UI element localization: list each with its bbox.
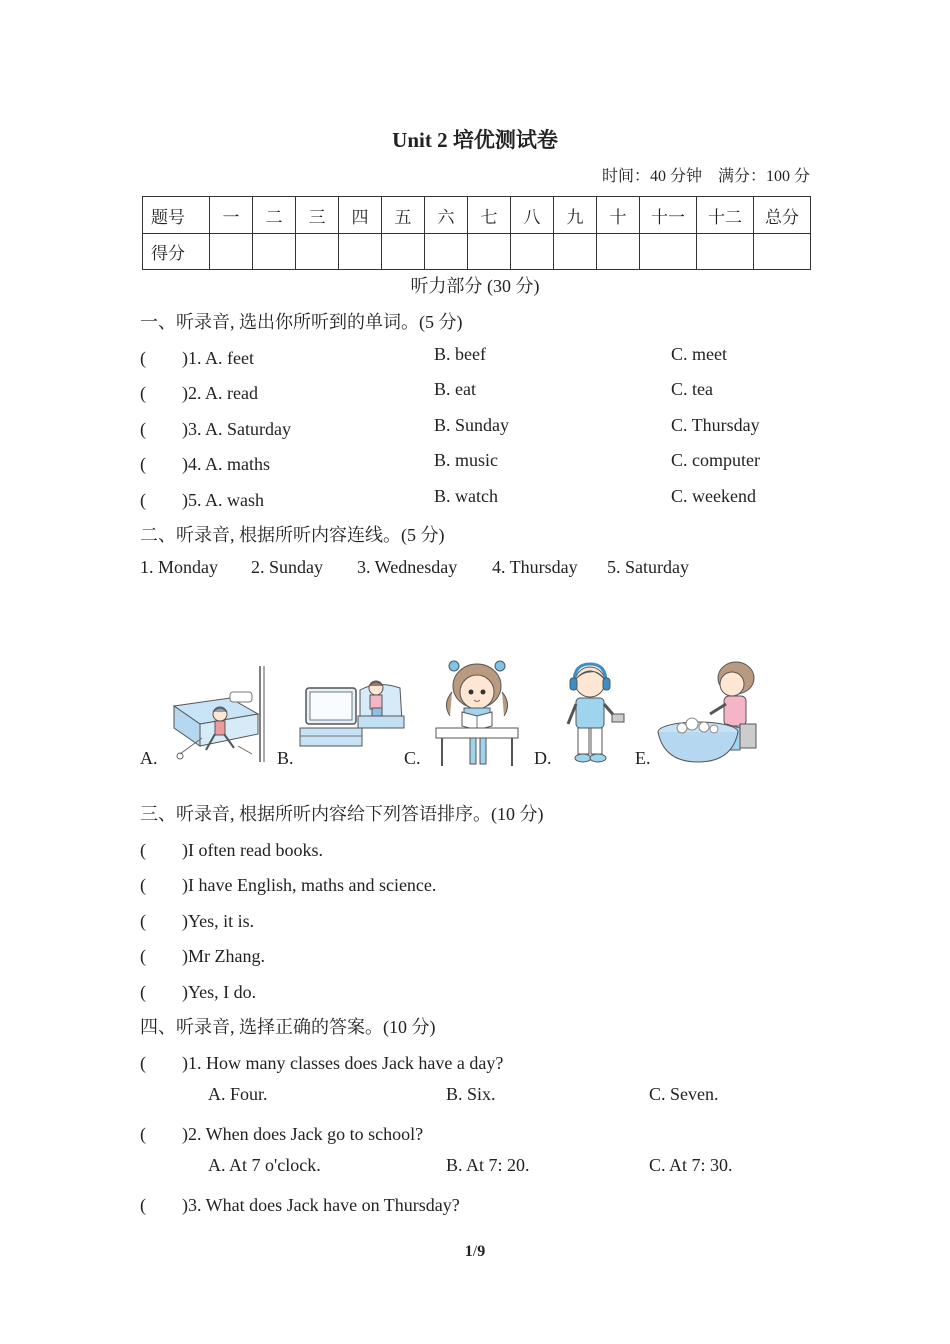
picture-label-a: A.	[140, 748, 158, 768]
score-cell[interactable]	[382, 234, 425, 270]
score-cell[interactable]	[754, 234, 811, 270]
score-table-score-row	[143, 234, 811, 270]
header-cell: 五	[382, 197, 425, 234]
score-cell[interactable]	[597, 234, 640, 270]
score-table	[142, 196, 811, 270]
page-separator: /	[472, 1243, 478, 1260]
total-pages: 9	[477, 1243, 486, 1260]
header-cell: 一	[210, 197, 253, 234]
header-cell: 十二	[697, 197, 754, 234]
s1-q5-option-b: B. watch	[434, 486, 498, 506]
s1-q2-option-b: B. eat	[434, 379, 476, 399]
time-limit: 时间：40 分钟	[601, 168, 702, 185]
s1-q1-option-c: C. meet	[671, 344, 727, 364]
s1-q2-stem: ( )2. A. read	[140, 383, 258, 403]
header-cell: 九	[554, 197, 597, 234]
picture-label-d: D.	[534, 748, 552, 768]
picture-label-c: C.	[404, 748, 421, 768]
s3-item: ( )I have English, maths and science.	[140, 875, 437, 895]
s4-q2-option-c: C. At 7: 30.	[649, 1155, 733, 1175]
score-cell[interactable]	[296, 234, 339, 270]
section2-heading: 二、听录音, 根据所听内容连线。(5 分)	[140, 525, 445, 545]
s4-q1-option-c: C. Seven.	[649, 1084, 719, 1104]
header-cell: 题号	[143, 197, 210, 234]
section3-heading: 三、听录音, 根据所听内容给下列答语排序。(10 分)	[140, 804, 544, 824]
day-item: 3. Wednesday	[357, 557, 458, 577]
s1-q4-option-b: B. music	[434, 450, 499, 470]
s4-q2-stem: ( )2. When does Jack go to school?	[140, 1124, 424, 1144]
page-number	[0, 1243, 950, 1261]
score-cell[interactable]	[468, 234, 511, 270]
s1-q3-stem: ( )3. A. Saturday	[140, 419, 291, 439]
day-item: 4. Thursday	[492, 557, 578, 577]
s1-q1-stem: ( )1. A. feet	[140, 348, 254, 368]
s4-q3-stem: ( )3. What does Jack have on Thursday?	[140, 1195, 460, 1215]
header-cell: 四	[339, 197, 382, 234]
picture-label-b: B.	[277, 748, 294, 768]
day-item: 5. Saturday	[607, 557, 689, 577]
section1-heading: 一、听录音, 选出你所听到的单词。(5 分)	[140, 312, 463, 332]
exam-meta	[602, 163, 810, 186]
score-cell[interactable]	[425, 234, 468, 270]
header-cell: 八	[511, 197, 554, 234]
s4-q1-option-a: A. Four.	[208, 1084, 268, 1104]
listening-header: 听力部分 (30 分)	[410, 276, 540, 296]
s1-q5-option-c: C. weekend	[671, 486, 756, 506]
header-cell: 十一	[640, 197, 697, 234]
score-cell[interactable]	[339, 234, 382, 270]
s3-item: ( )I often read books.	[140, 840, 323, 860]
girl-reading-icon	[432, 658, 522, 768]
day-item: 1. Monday	[140, 557, 218, 577]
score-table-header-row	[143, 197, 811, 234]
s4-q2-option-b: B. At 7: 20.	[446, 1155, 530, 1175]
header-cell: 总分	[754, 197, 811, 234]
girl-washing-clothes-icon	[656, 658, 760, 768]
boy-under-bed-icon	[160, 662, 270, 770]
header-cell: 三	[296, 197, 339, 234]
s3-item: ( )Mr Zhang.	[140, 946, 265, 966]
row-label: 得分	[143, 234, 210, 270]
page-title: Unit 2 培优测试卷	[392, 128, 558, 152]
full-score: 满分：100 分	[717, 168, 810, 185]
picture-label-e: E.	[635, 748, 651, 768]
s1-q4-stem: ( )4. A. maths	[140, 454, 270, 474]
score-cell[interactable]	[253, 234, 296, 270]
s1-q5-stem: ( )5. A. wash	[140, 490, 264, 510]
s1-q3-option-c: C. Thursday	[671, 415, 760, 435]
s3-item: ( )Yes, it is.	[140, 911, 255, 931]
boy-headphones-icon	[562, 660, 628, 766]
s4-q2-option-a: A. At 7 o'clock.	[208, 1155, 321, 1175]
s1-q2-option-c: C. tea	[671, 379, 713, 399]
header-cell: 六	[425, 197, 468, 234]
header-cell: 七	[468, 197, 511, 234]
header-cell: 十	[597, 197, 640, 234]
girl-watching-tv-icon	[296, 670, 410, 754]
s4-q1-stem: ( )1. How many classes does Jack have a day?	[140, 1053, 504, 1073]
score-cell[interactable]	[210, 234, 253, 270]
score-cell[interactable]	[511, 234, 554, 270]
s4-q1-option-b: B. Six.	[446, 1084, 496, 1104]
score-cell[interactable]	[554, 234, 597, 270]
s1-q3-option-b: B. Sunday	[434, 415, 510, 435]
s1-q1-option-b: B. beef	[434, 344, 486, 364]
score-cell[interactable]	[697, 234, 754, 270]
s3-item: ( )Yes, I do.	[140, 982, 257, 1002]
score-cell[interactable]	[640, 234, 697, 270]
s1-q4-option-c: C. computer	[671, 450, 760, 470]
header-cell: 二	[253, 197, 296, 234]
section4-heading: 四、听录音, 选择正确的答案。(10 分)	[140, 1017, 436, 1037]
current-page: 1	[464, 1243, 473, 1260]
day-item: 2. Sunday	[251, 557, 323, 577]
